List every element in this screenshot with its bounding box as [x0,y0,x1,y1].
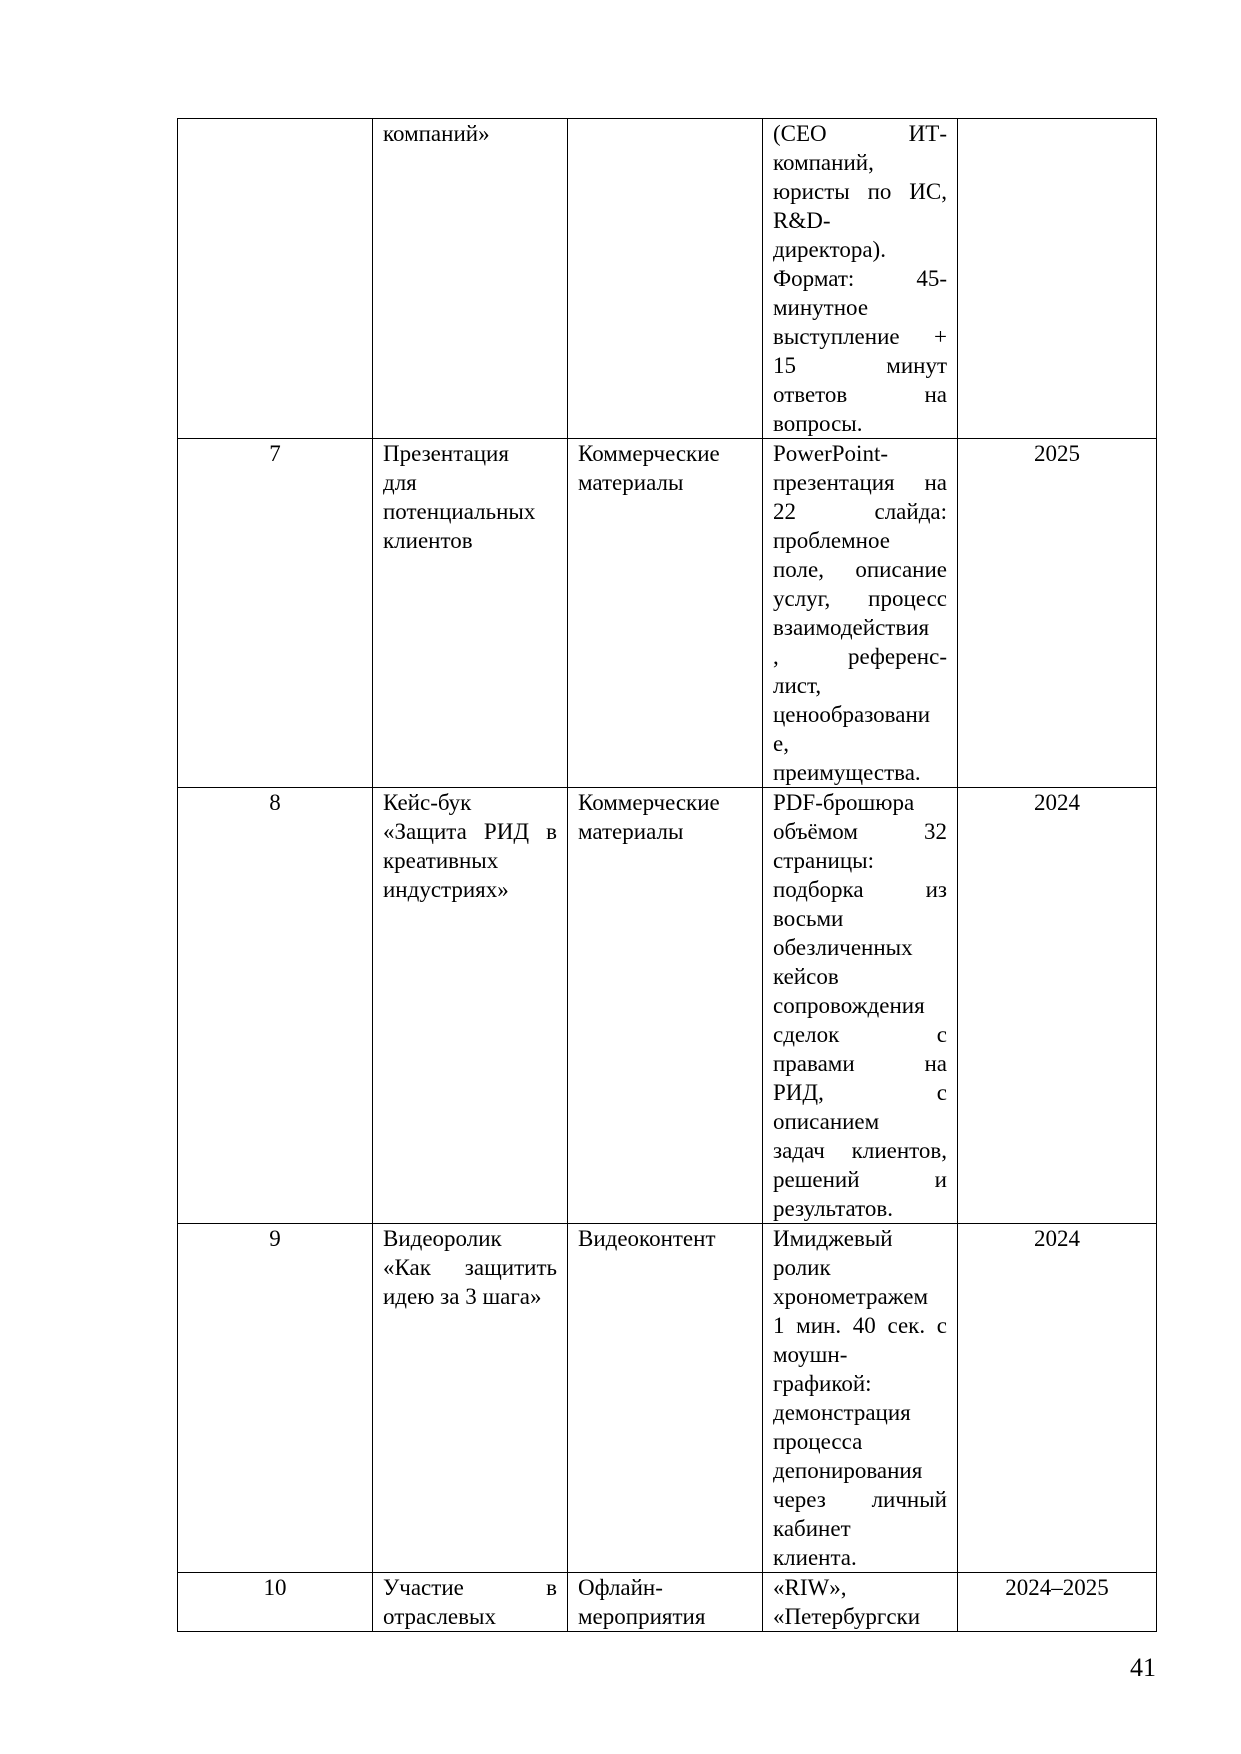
item-year-cell: 2024–2025 [958,1573,1157,1632]
item-type-line: Офлайн- [578,1575,663,1600]
item-name-line: индустриях» [383,877,509,902]
item-type-line: Видеоконтент [578,1226,716,1251]
item-description-cell [763,1224,958,1573]
table-row [178,439,1157,788]
item-description-line: графикой: [773,1371,872,1396]
item-year-cell: 2025 [958,439,1157,788]
item-type-cell [568,439,763,788]
table-row [178,1573,1157,1632]
item-description-line: минутное [773,295,869,320]
item-description-line: , референс- [773,644,947,669]
item-description-line: клиента. [773,1545,857,1570]
item-description-line: через личный [773,1487,947,1512]
content-table [177,118,1157,1632]
item-name-line: компаний» [383,121,490,146]
item-description-line: проблемное [773,528,890,553]
item-name-line: отраслевых [383,1604,496,1629]
item-type-line: Коммерческие [578,441,720,466]
item-name-line: Презентация [383,441,509,466]
item-description-line: хронометражем [773,1284,929,1309]
row-number-cell [178,119,373,439]
item-type-cell [568,119,763,439]
item-description-line: подборка из [773,877,947,902]
item-name-line: «Как защитить [383,1255,557,1280]
item-description-line: услуг, процесс [773,586,947,611]
item-type-line: материалы [578,470,684,495]
item-type-cell [568,1573,763,1632]
item-description-line: преимущества. [773,760,921,785]
row-number-cell: 8 [178,788,373,1224]
row-number-cell: 10 [178,1573,373,1632]
table-row [178,1224,1157,1573]
item-type-line: материалы [578,819,684,844]
item-description-line: ответов на [773,382,947,407]
item-description-line: задач клиентов, [773,1138,947,1163]
item-type-cell [568,1224,763,1573]
item-description-line: презентация на [773,470,947,495]
item-description-line: депонирования [773,1458,923,1483]
item-description-line: кейсов [773,964,839,989]
item-description-line: демонстрация [773,1400,911,1425]
item-description-cell [763,788,958,1224]
table-body [178,119,1157,1632]
item-description-line: взаимодействия [773,615,930,640]
item-description-line: директора). [773,237,886,262]
item-name-cell [373,439,568,788]
item-description-line: вопросы. [773,411,863,436]
item-name-line: клиентов [383,528,473,553]
item-description-line: обезличенных [773,935,913,960]
item-name-line: Видеоролик [383,1226,502,1251]
item-description-line: результатов. [773,1196,893,1221]
item-name-line: креативных [383,848,499,873]
item-description-line: е, [773,731,789,756]
row-number-cell: 7 [178,439,373,788]
item-year-cell: 2024 [958,788,1157,1224]
item-description-line: поле, описание [773,557,947,582]
item-name-cell [373,1224,568,1573]
item-name-line: «Защита РИД в [383,819,557,844]
item-description-line: процесса [773,1429,863,1454]
item-type-line: мероприятия [578,1604,706,1629]
item-description-line: юристы по ИС, [773,179,947,204]
item-description-line: решений и [773,1167,947,1192]
item-description-line: ролик [773,1255,831,1280]
item-description-line: «RIW», [773,1575,847,1600]
item-name-cell [373,119,568,439]
item-description-line: «Петербургски [773,1604,921,1629]
item-name-cell [373,1573,568,1632]
item-description-line: сделок с [773,1022,947,1047]
page-number: 41 [1130,1653,1156,1682]
item-description-line: (CEO ИТ- [773,121,947,146]
item-description-line: страницы: [773,848,875,873]
item-name-line: Участие в [383,1575,557,1600]
item-description-line: Имиджевый [773,1226,893,1251]
item-description-cell [763,119,958,439]
item-name-line: для [383,470,417,495]
item-description-line: объёмом 32 [773,819,947,844]
item-type-cell [568,788,763,1224]
item-description-cell [763,439,958,788]
item-type-line: Коммерческие [578,790,720,815]
item-description-line: моушн- [773,1342,848,1367]
item-description-line: РИД, с [773,1080,947,1105]
item-name-line: идею за 3 шага» [383,1284,542,1309]
item-name-cell [373,788,568,1224]
item-description-line: 22 слайда: [773,499,947,524]
item-description-line: PowerPoint- [773,441,888,466]
item-description-line: PDF-брошюра [773,790,915,815]
item-description-line: Формат: 45- [773,266,947,291]
table-row [178,119,1157,439]
item-description-cell [763,1573,958,1632]
item-description-line: лист, [773,673,822,698]
item-description-line: R&D- [773,208,831,233]
item-name-line: потенциальных [383,499,536,524]
item-description-line: правами на [773,1051,947,1076]
item-description-line: кабинет [773,1516,851,1541]
item-description-line: восьми [773,906,844,931]
item-description-line: выступление + [773,324,947,349]
item-description-line: сопровождения [773,993,925,1018]
table-row [178,788,1157,1224]
item-year-cell: 2024 [958,1224,1157,1573]
row-number-cell: 9 [178,1224,373,1573]
item-description-line: компаний, [773,150,874,175]
item-description-line: 1 мин. 40 сек. с [773,1313,947,1338]
item-name-line: Кейс-бук [383,790,472,815]
item-description-line: описанием [773,1109,880,1134]
item-year-cell [958,119,1157,439]
item-description-line: ценообразовани [773,702,931,727]
item-description-line: 15 минут [773,353,947,378]
